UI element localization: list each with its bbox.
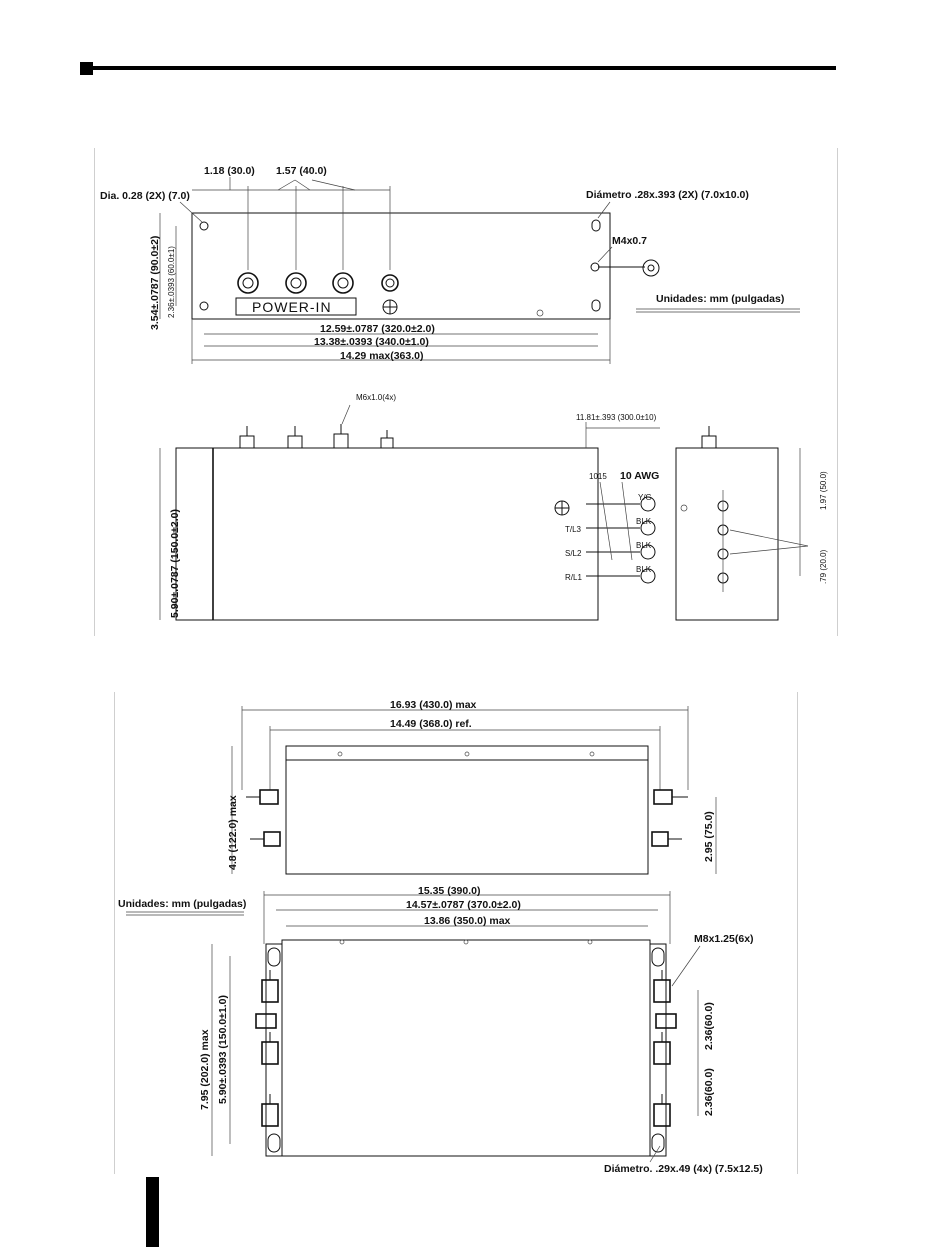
dim-side-height: 5.90±.0787 (150.0±2.0)	[169, 508, 181, 618]
awg-a: 1015	[589, 472, 607, 481]
dim-pitch-b: 2.36(60.0)	[703, 1068, 715, 1116]
dim-length-1: 12.59±.0787 (320.0±2.0)	[320, 323, 435, 335]
filter-end-outline	[676, 448, 778, 620]
power-in-label: POWER-IN	[252, 299, 332, 315]
top-studs	[240, 424, 393, 448]
dim-height-inner: 2.36±.0393 (60.0±1)	[167, 246, 176, 318]
dim-m8: M8x1.25(6x)	[694, 933, 754, 945]
wire-color-yg: Y/G	[638, 493, 652, 502]
view2-front-view	[227, 699, 716, 874]
dim-m6: M6x1.0(4x)	[356, 393, 397, 402]
view2-top-view	[118, 885, 763, 1175]
awg-b: 10 AWG	[620, 470, 660, 482]
dim-slot-diameter: Diámetro .28x.393 (2X) (7.0x10.0)	[586, 189, 749, 201]
view1-top-view	[100, 165, 800, 364]
view1-side-view	[160, 393, 828, 620]
screw-mark	[537, 310, 543, 316]
dim-pitch-a: 2.36(60.0)	[703, 1002, 715, 1050]
phase-r: R/L1	[565, 573, 582, 582]
wire-color-blk: BLK	[636, 541, 652, 550]
units-note-2: Unidades: mm (pulgadas)	[118, 898, 247, 910]
right-mount-flange	[650, 944, 666, 1156]
mounting-slot	[592, 300, 600, 311]
wire-color-blk: BLK	[636, 517, 652, 526]
dim-hole-diameter: Dia. 0.28 (2X) (7.0)	[100, 190, 190, 202]
dim-slot-spec: Diámetro. .29x.49 (4x) (7.5x12.5)	[604, 1163, 763, 1175]
front-body-outline	[286, 760, 648, 874]
mounting-hole	[200, 302, 208, 310]
mounting-hole	[200, 222, 208, 230]
dim-top-height-max: 7.95 (202.0) max	[199, 1029, 211, 1110]
dim-spacing-b: 1.57 (40.0)	[276, 165, 327, 177]
phase-t: T/L3	[565, 525, 582, 534]
right-terminals	[654, 970, 676, 1126]
dim-front-ref: 14.49 (368.0) ref.	[390, 718, 472, 730]
dim-front-max: 16.93 (430.0) max	[390, 699, 477, 711]
dim-length-2: 13.38±.0393 (340.0±1.0)	[314, 336, 429, 348]
dim-top-len-2: 14.57±.0787 (370.0±2.0)	[406, 899, 521, 911]
dim-m4: M4x0.7	[612, 235, 648, 247]
dim-front-height: 4.8 (122.0) max	[227, 795, 239, 870]
left-mount-flange	[266, 944, 282, 1156]
dim-top-height-inner: 5.90±.0393 (150.0±1.0)	[217, 994, 229, 1104]
units-note-1: Unidades: mm (pulgadas)	[656, 293, 785, 305]
dim-top-len-1: 15.35 (390.0)	[418, 885, 481, 897]
dim-end-a: 1.97 (50.0)	[819, 471, 828, 510]
dim-wire-length: 11.81±.393 (300.0±10)	[576, 413, 657, 422]
top-body-outline	[282, 940, 650, 1156]
mounting-slot	[592, 220, 600, 231]
dim-height-outer: 3.54±.0787 (90.0±2)	[149, 235, 161, 330]
phase-s: S/L2	[565, 549, 582, 558]
input-terminals	[238, 273, 398, 293]
left-terminals	[256, 970, 278, 1126]
dim-end-b: .79 (20.0)	[819, 549, 828, 584]
wire-color-blk: BLK	[636, 565, 652, 574]
dim-front-terminal: 2.95 (75.0)	[703, 811, 715, 862]
dim-top-len-3: 13.86 (350.0) max	[424, 915, 511, 927]
dim-spacing-a: 1.18 (30.0)	[204, 165, 255, 177]
ring-terminal	[643, 260, 659, 276]
filter-side-outline	[176, 448, 598, 620]
dim-length-3: 14.29 max(363.0)	[340, 350, 424, 362]
